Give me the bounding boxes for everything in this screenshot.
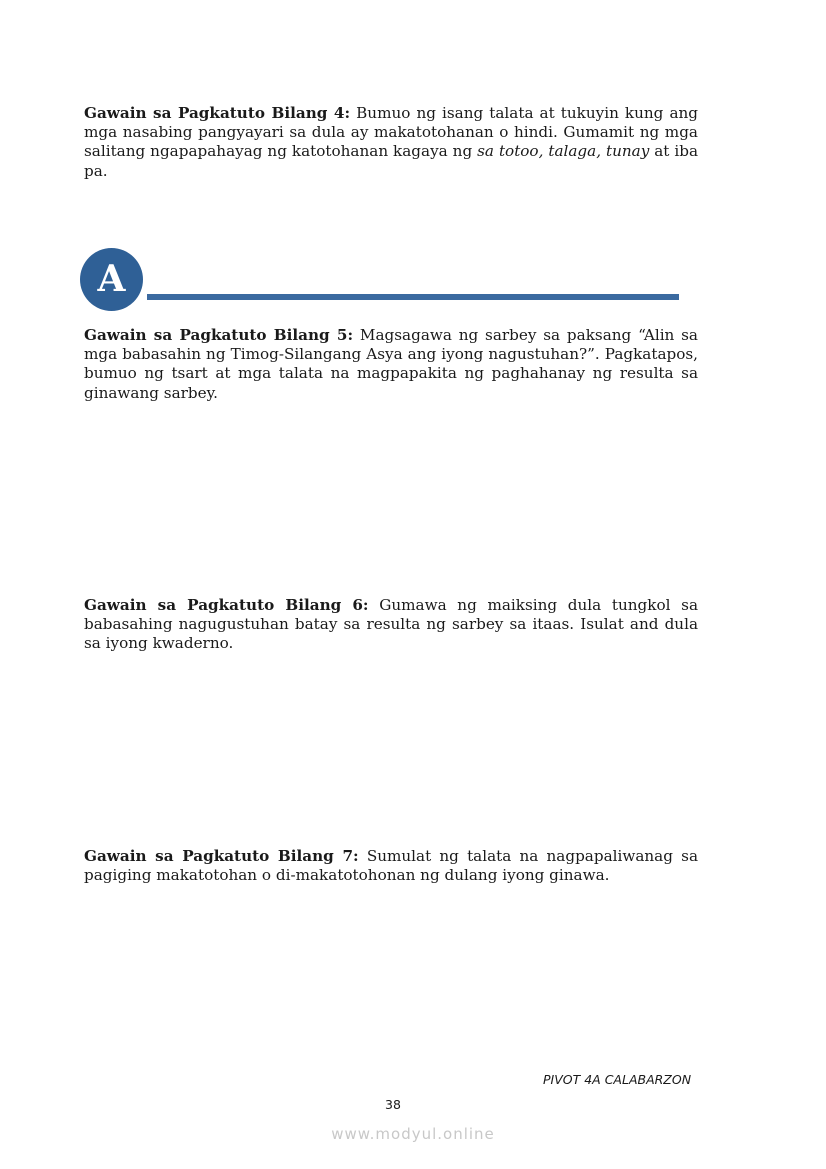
activity-4-label: Gawain sa Pagkatuto Bilang 4: bbox=[84, 104, 351, 122]
activity-7-paragraph bbox=[84, 847, 698, 885]
activity-4-text: Bumuo ng isang talata at tukuyin kung ang mga nasabing pangyayari sa dula ay makatotohanan o hindi. Gumamit ng mga salitang ngapapahayag ng katotohanan kagaya ng bbox=[84, 104, 699, 161]
activity-7-text: Sumulat ng talata na nagpapaliwanag sa pagiging makatotohan o di-makatotohonan ng dulang iyong ginawa. bbox=[84, 847, 698, 885]
section-a-badge: A bbox=[80, 248, 143, 311]
section-divider-line bbox=[147, 294, 679, 300]
activity-5-paragraph bbox=[84, 326, 698, 403]
activity-6-label: Gawain sa Pagkatuto Bilang 6: bbox=[84, 596, 369, 614]
activity-4-text-end: at iba pa. bbox=[84, 142, 698, 180]
activity-6-paragraph bbox=[84, 596, 698, 654]
activity-7-label: Gawain sa Pagkatuto Bilang 7: bbox=[84, 847, 359, 865]
page-number: 38 bbox=[385, 1097, 401, 1112]
activity-5-label: Gawain sa Pagkatuto Bilang 5: bbox=[84, 326, 354, 344]
watermark: www.modyul.online bbox=[331, 1125, 495, 1143]
activity-4-paragraph bbox=[84, 104, 698, 181]
activity-5-text: Magsagawa ng sarbey sa paksang “Alin sa mga babasahin ng Timog-Silangang Asya ang iyong nagustuhan?”. Pagkatapos, bumuo ng tsart at mga talata na magpapakita ng paghahanay ng resulta sa ginawang sarbey. bbox=[84, 326, 698, 402]
activity-4-italic-words: sa totoo, talaga, tunay bbox=[477, 142, 650, 161]
activity-6-text: Gumawa ng maiksing dula tungkol sa babasahing nagugustuhan batay sa resulta ng sarbey sa itaas. Isulat and dula sa iyong kwaderno. bbox=[84, 596, 698, 653]
footer-label: PIVOT 4A CALABARZON bbox=[543, 1072, 692, 1087]
